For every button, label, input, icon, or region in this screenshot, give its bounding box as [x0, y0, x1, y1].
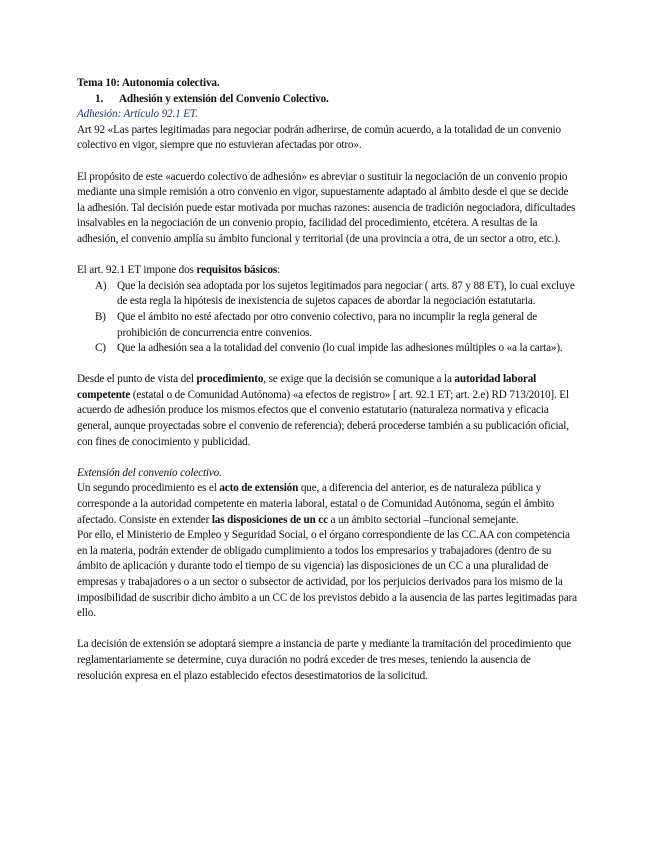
paragraph-ministry: Por ello, el Ministerio de Empleo y Seguridad Social, o el órgano correspondiente de las CC.AA con competencia en la materia, podrán extender de obligado cumplimiento a todos los empresarios y trabajadores (dentro de su ámbito de aplicación y durante todo el tiempo de su vigencia) las disposiciones de un CC a una pluralidad de empresas y trabajadores o a un sector o subsector de actividad, por los perjuicios derivados para los mismo de la imposibilidad de suscribir dicho ámbito a un CC de los previstos debido a la ausencia de las partes legitimadas para ello. — [77, 529, 577, 620]
text-run: : — [277, 264, 281, 277]
list-item — [77, 310, 577, 341]
list-item-text: Que el ámbito no esté afectado por otro convenio colectivo, para no incumplir la regla general de prohibición de concurrencia entre convenios. — [117, 310, 538, 339]
bold-run: requisitos básicos — [196, 264, 278, 277]
paragraph-requirements-intro — [77, 263, 577, 279]
section-heading — [77, 92, 577, 108]
list-marker: A) — [95, 279, 107, 292]
list-marker: C) — [95, 342, 106, 355]
subheading-extension: Extensión del convenio colectivo. — [77, 466, 222, 479]
paragraph-extension-decision: La decisión de extensión se adoptará siempre a instancia de parte y mediante la tramitación del procedimiento que reglamentariamente se determine, cuya duración no podrá exceder de tres meses, teniendo la ausencia de resolución expresa en el plazo establecido efectos desestimatorios de la solicitud. — [77, 638, 572, 682]
topic-title: Tema 10: Autonomía colectiva. — [77, 77, 220, 89]
subheading-adhesion: Adhesión: Artículo 92.1 ET. — [77, 108, 198, 121]
paragraph-procedure — [77, 372, 577, 450]
spacer — [77, 154, 577, 170]
document-body — [77, 76, 577, 684]
spacer — [77, 248, 577, 264]
section-number: 1. — [95, 92, 104, 105]
text-run: a un ámbito sectorial –funcional semejante. — [327, 513, 519, 526]
spacer — [77, 622, 577, 638]
spacer — [77, 450, 577, 466]
text-run: , se exige que la decisión se comunique a la — [263, 373, 455, 386]
requirements-list — [77, 279, 577, 357]
list-item-text: Que la decisión sea adoptada por los sujetos legitimados para negociar ( arts. 87 y 88 ET), lo cual excluye de esta regla la hipótesis de inexistencia de sujetos capaces de abordar la negociación estatutaria. — [117, 279, 575, 308]
paragraph-art92: Art 92 «Las partes legitimadas para negociar podrán adherirse, de común acuerdo, a la totalidad de un convenio colectivo en vigor, siempre que no estuvieran afectadas por otro». — [77, 123, 561, 152]
bold-run: autoridad laboral competente — [77, 373, 537, 401]
bold-run: procedimiento — [196, 373, 264, 386]
text-run: El art. 92.1 ET impone dos — [77, 264, 197, 277]
text-run: que, a diferencia del anterior, es de naturaleza pública y corresponde a la autoridad competente en materia laboral, estatal o de Comunidad Autónoma, según el ámbito afectado. Consiste en extender — [77, 482, 555, 526]
text-run: Desde el punto de vista del — [77, 373, 197, 386]
text-run: Un segundo procedimiento es el — [77, 482, 220, 495]
section-heading-label: Adhesión y extensión del Convenio Colectivo. — [119, 92, 329, 105]
list-item-text: Que la adhesión sea a la totalidad del convenio (lo cual impide las adhesiones múltiples o «a la carta»). — [117, 342, 563, 355]
paragraph-extension-act — [77, 481, 577, 528]
list-item — [77, 341, 577, 357]
bold-run: acto de extensión — [219, 482, 299, 495]
list-marker: B) — [95, 310, 106, 323]
paragraph-purpose: El propósito de este «acuerdo colectivo de adhesión» es abreviar o sustituir la negociación de un convenio propio mediante una simple remisión a otro convenio en vigor, supuestamente adaptado al ámbito desde el que se decide la adhesión. Tal decisión puede estar motivada por muchas razones: ausencia de tradición negociadora, dificultades insalvables en la negociación de un convenio propio, facilidad del procedimiento, etcétera. A resultas de la adhesión, el convenio amplía su ámbito funcional y territorial (de una provincia a otra, de un sector a otro, etc.). — [77, 170, 576, 245]
spacer — [77, 357, 577, 373]
text-run: (estatal o de Comunidad Autónoma) «a efectos de registro» [ art. 92.1 ET; art. 2.e) RD 713/2010]. El acuerdo de adhesión produce los mismos efectos que el convenio estatutario (naturaleza normativa y eficacia general, aunque proyectadas sobre el convenio de referencia); deberá procederse también a su publicación oficial, con fines de conocimiento y publicidad. — [77, 388, 569, 448]
bold-run: las disposiciones de un cc — [211, 513, 328, 526]
list-item — [77, 279, 577, 310]
